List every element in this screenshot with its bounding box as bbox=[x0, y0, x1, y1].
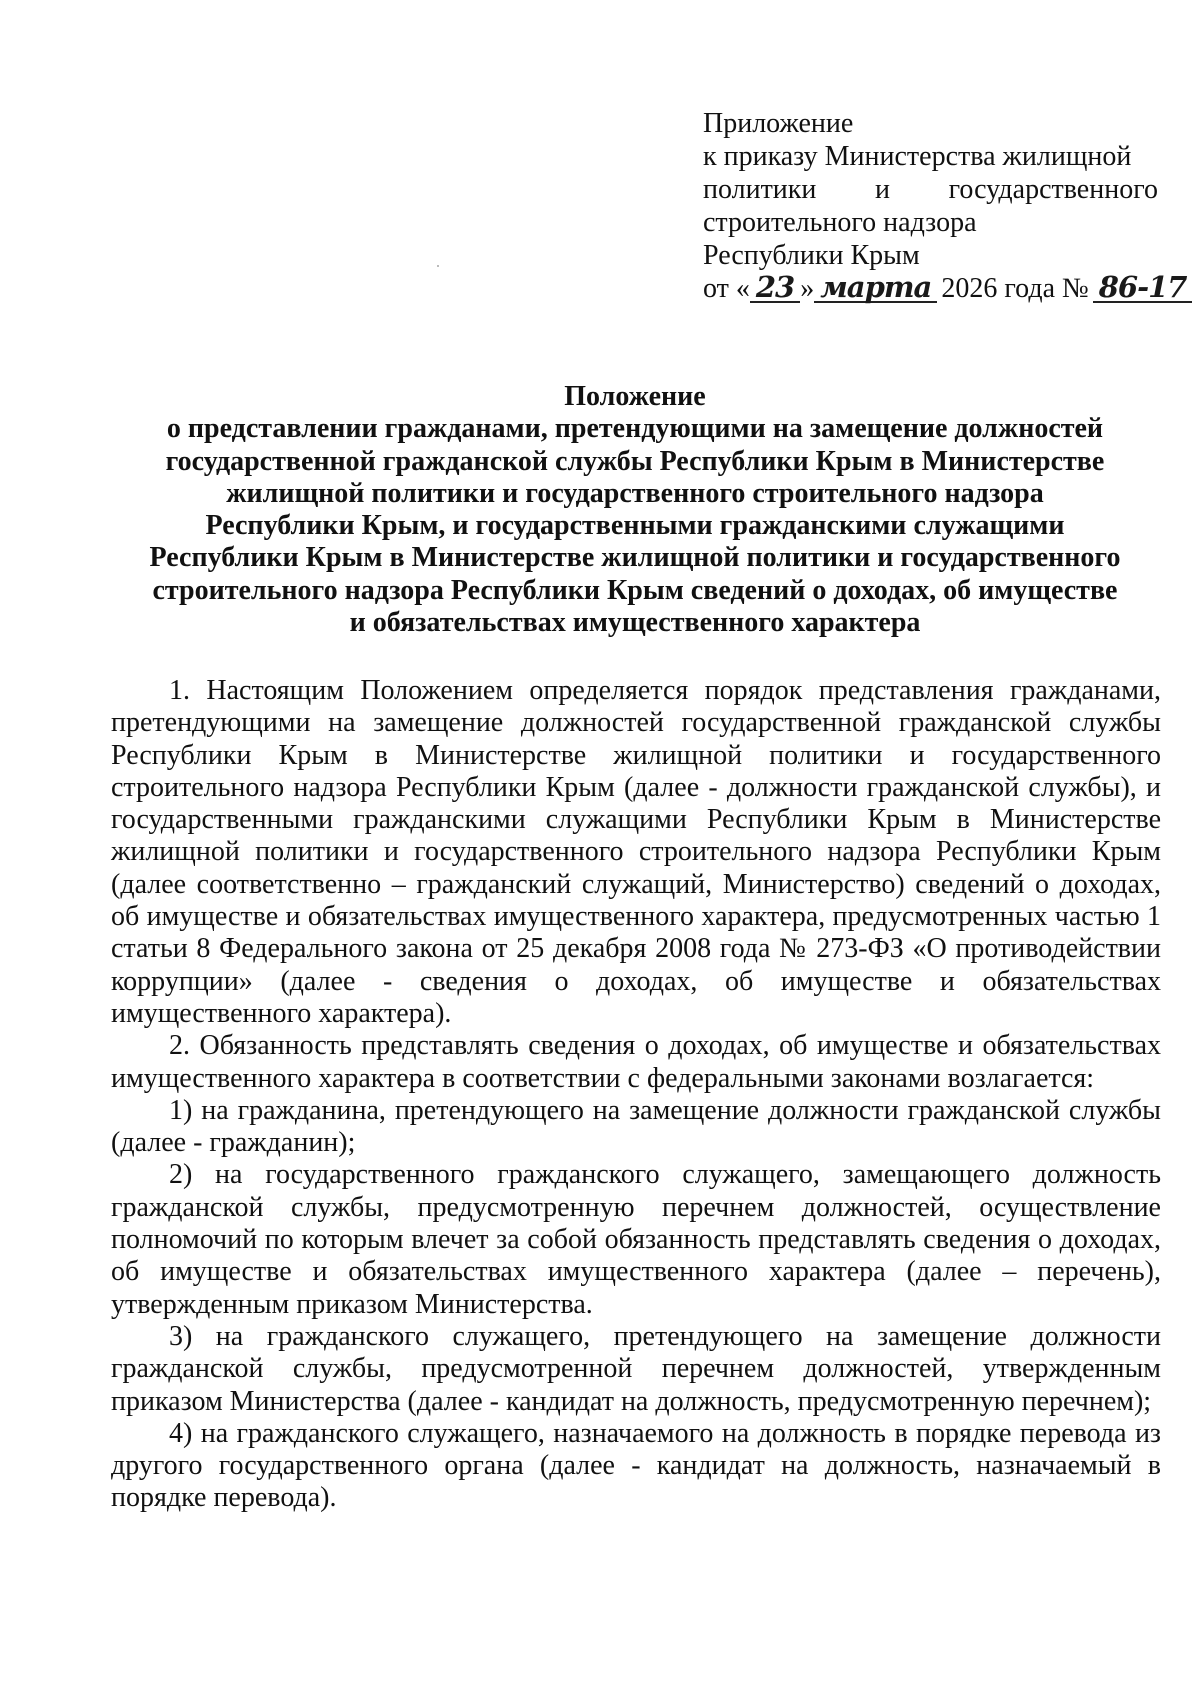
paragraph-2: 2. Обязанность представлять сведения о доходах, об имуществе и обязательствах имущественного характера в соответствии с федеральными законами возлагается: bbox=[111, 1030, 1161, 1094]
paragraph-1: 1. Настоящим Положением определяется порядок представления гражданами, претендующими на замещение должностей государственной гражданской службы Республики Крым в Министерстве жилищной политики и государственного строительного надзора Республики Крым (далее - должности гражданской службы), и государственными гражданскими служащими Республики Крым в Министерстве жилищной политики и государственного строительного надзора Республики Крым (далее соответственно – гражданский служащий, Министерство) сведений о доходах, об имуществе и обязательствах имущественного характера, предусмотренных частью 1 статьи 8 Федерального закона от 25 декабря 2008 года № 273-ФЗ «О противодействии коррупции» (далее - сведения о доходах, об имуществе и обязательствах имущественного характера). bbox=[111, 675, 1161, 1029]
regulation-title-line: и обязательствах имущественного характера bbox=[349, 607, 921, 639]
order-close-quote: » bbox=[800, 273, 815, 304]
appendix-region: Республики Крым bbox=[703, 240, 920, 271]
appendix-title: Приложение bbox=[703, 108, 854, 139]
handwritten-month: марта bbox=[814, 273, 937, 303]
regulation-title-line: жилищной политики и государственного строительного надзора bbox=[226, 477, 1044, 509]
paragraph-2-item-4: 4) на гражданского служащего, назначаемого на должность в порядке перевода из другого государственного органа (далее - кандидат на должность, назначаемый в порядке перевода). bbox=[111, 1417, 1161, 1514]
regulation-title-line: Республики Крым, и государственными гражданскими служащими bbox=[205, 510, 1065, 542]
paragraph-2-item-3: 3) на гражданского служащего, претендующего на замещение должности гражданской службы, предусмотренной перечнем должностей, утвержденным приказом Министерства (далее - кандидат на должность, предусмотренную перечнем); bbox=[111, 1320, 1161, 1417]
order-prefix: от « bbox=[703, 273, 750, 304]
regulation-body bbox=[111, 675, 1161, 1515]
regulation-title-line: государственной гражданской службы Республики Крым в Министерстве bbox=[165, 445, 1105, 477]
appendix-order-ref: к приказу Министерства жилищной bbox=[703, 141, 1132, 172]
regulation-heading: Положение bbox=[564, 381, 706, 412]
handwritten-order-number: 86-17 bbox=[1093, 273, 1193, 303]
appendix-ministry-line-2: строительного надзора bbox=[703, 207, 977, 238]
paragraph-2-item-1: 1) на гражданина, претендующего на замещение должности гражданской службы (далее - гражданин); bbox=[111, 1094, 1161, 1159]
regulation-title-line: строительного надзора Республики Крым сведений о доходах, об имуществе bbox=[152, 574, 1118, 606]
appendix-block bbox=[703, 107, 1187, 305]
order-year-label: 2026 года № bbox=[941, 273, 1089, 304]
paragraph-2-item-2: 2) на государственного гражданского служащего, замещающего должность гражданской службы, предусмотренную перечнем должностей, осуществление полномочий по которым влечет за собой обязанность представлять сведения о доходах, об имуществе и обязательствах имущественного характера (далее – перечень), утвержденным приказом Министерства. bbox=[111, 1159, 1161, 1320]
appendix-word: государственного bbox=[948, 174, 1158, 205]
scan-speck bbox=[437, 265, 439, 267]
appendix-word: политики bbox=[703, 174, 817, 205]
order-date-number-line bbox=[703, 270, 1187, 305]
regulation-title-line: о представлении гражданами, претендующими на замещение должностей bbox=[166, 413, 1104, 445]
handwritten-day: 23 bbox=[750, 273, 800, 303]
regulation-title bbox=[60, 381, 1200, 639]
regulation-title-line: Республики Крым в Министерстве жилищной политики и государственного bbox=[149, 542, 1121, 574]
appendix-word: и bbox=[875, 174, 890, 205]
appendix-ministry-line bbox=[703, 173, 1158, 206]
